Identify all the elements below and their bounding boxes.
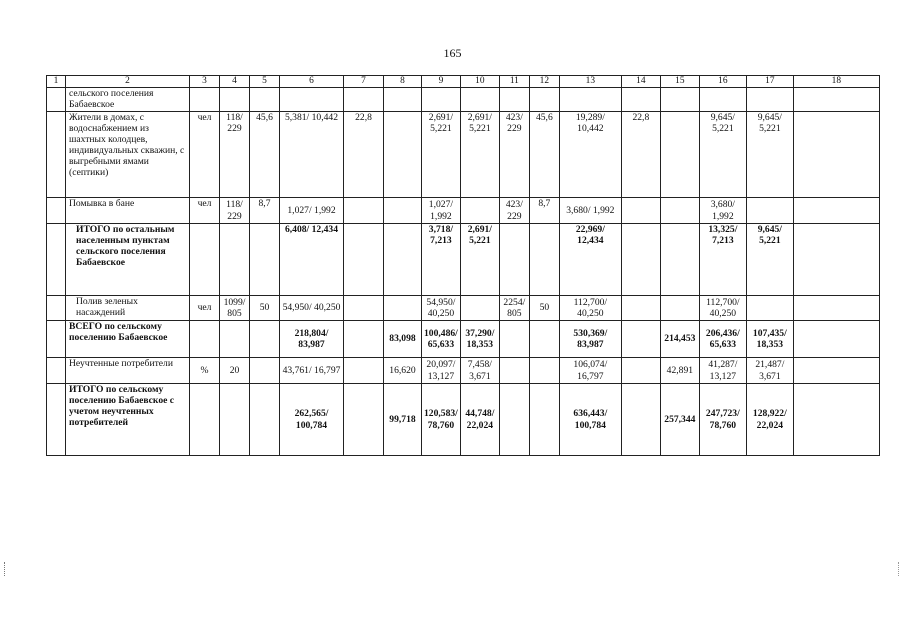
row-label: Полив зеленых насаждений <box>66 296 190 321</box>
data-table <box>46 75 880 456</box>
table-cell: 19,289/ 10,442 <box>559 112 621 198</box>
table-cell: 6,408/ 12,434 <box>280 224 344 296</box>
unit-cell: % <box>190 358 220 384</box>
table-cell: 45,6 <box>250 112 280 198</box>
table-cell: 1,027/ 1,992 <box>422 198 461 224</box>
table-cell: 22,969/ 12,434 <box>559 224 621 296</box>
column-number: 12 <box>529 76 559 88</box>
table-cell: 3,680/ 1,992 <box>559 198 621 224</box>
table-cell: 99,718 <box>384 384 422 456</box>
scan-edge-mark <box>4 562 8 576</box>
table-cell: 214,453 <box>660 321 699 358</box>
table-cell: 2,691/ 5,221 <box>460 112 499 198</box>
row-label: Неучтенные потребители <box>66 358 190 384</box>
row-label: ИТОГО по остальным населенным пунктам сельского поселения Бабаевское <box>66 224 190 296</box>
table-cell: 5,381/ 10,442 <box>280 112 344 198</box>
table-cell: 106,074/ 16,797 <box>559 358 621 384</box>
table-cell: 118/ 229 <box>220 198 250 224</box>
table-cell: 107,435/ 18,353 <box>746 321 793 358</box>
row-label: Жители в домах, с водоснабжением из шахтных колодцев, индивидуальных скважин, с выгребными ямами (септики) <box>66 112 190 198</box>
table-cell: 2,691/ 5,221 <box>460 224 499 296</box>
table-row <box>47 198 880 224</box>
table-cell: 206,436/ 65,633 <box>699 321 746 358</box>
column-number: 4 <box>220 76 250 88</box>
table-row <box>47 296 880 321</box>
row-label: Помывка в бане <box>66 198 190 224</box>
column-number: 18 <box>793 76 879 88</box>
table-cell: 128,922/ 22,024 <box>746 384 793 456</box>
column-number: 8 <box>384 76 422 88</box>
column-number: 5 <box>250 76 280 88</box>
unit-cell: чел <box>190 296 220 321</box>
table-cell: 22,8 <box>621 112 660 198</box>
table-cell: 54,950/ 40,250 <box>280 296 344 321</box>
table-cell: 37,290/ 18,353 <box>460 321 499 358</box>
column-number: 16 <box>699 76 746 88</box>
unit-cell: чел <box>190 198 220 224</box>
table-cell: 530,369/ 83,987 <box>559 321 621 358</box>
table-cell: 43,761/ 16,797 <box>280 358 344 384</box>
table-cell: 20 <box>220 358 250 384</box>
column-number: 17 <box>746 76 793 88</box>
table-cell: 8,7 <box>250 198 280 224</box>
table-cell: 3,680/ 1,992 <box>699 198 746 224</box>
table-cell: 41,287/ 13,127 <box>699 358 746 384</box>
table-cell: 3,718/ 7,213 <box>422 224 461 296</box>
table-cell: 1,027/ 1,992 <box>280 198 344 224</box>
row-label: ВСЕГО по сельскому поселению Бабаевское <box>66 321 190 358</box>
table-row <box>47 321 880 358</box>
column-number: 9 <box>422 76 461 88</box>
table-cell: 1099/ 805 <box>220 296 250 321</box>
table-cell: 423/ 229 <box>499 112 529 198</box>
row-label: ИТОГО по сельскому поселению Бабаевское с учетом неучтенных потребителей <box>66 384 190 456</box>
column-number: 11 <box>499 76 529 88</box>
unit-cell: чел <box>190 112 220 198</box>
table-cell: 636,443/ 100,784 <box>559 384 621 456</box>
table-cell: 45,6 <box>529 112 559 198</box>
column-number: 6 <box>280 76 344 88</box>
table-cell: 9,645/ 5,221 <box>699 112 746 198</box>
table-cell: 257,344 <box>660 384 699 456</box>
column-number-row <box>47 76 880 88</box>
column-number: 15 <box>660 76 699 88</box>
table-row <box>47 358 880 384</box>
table-cell: 54,950/ 40,250 <box>422 296 461 321</box>
table-cell: 218,804/ 83,987 <box>280 321 344 358</box>
table-cell: 247,723/ 78,760 <box>699 384 746 456</box>
table-cell: 8,7 <box>529 198 559 224</box>
table-cell: 2,691/ 5,221 <box>422 112 461 198</box>
column-number: 10 <box>460 76 499 88</box>
table-cell: 423/ 229 <box>499 198 529 224</box>
column-number: 3 <box>190 76 220 88</box>
table-cell: 100,486/ 65,633 <box>422 321 461 358</box>
table-cell: 9,645/ 5,221 <box>746 112 793 198</box>
table-cell: 7,458/ 3,671 <box>460 358 499 384</box>
table-cell: 9,645/ 5,221 <box>746 224 793 296</box>
table-cell: 16,620 <box>384 358 422 384</box>
row-label: сельского поселения Бабаевское <box>66 88 190 112</box>
table-cell: 20,097/ 13,127 <box>422 358 461 384</box>
table-row <box>47 88 880 112</box>
table-cell: 50 <box>250 296 280 321</box>
table-cell: 22,8 <box>344 112 384 198</box>
column-number: 13 <box>559 76 621 88</box>
table-cell: 2254/ 805 <box>499 296 529 321</box>
column-number: 1 <box>47 76 66 88</box>
table-cell: 21,487/ 3,671 <box>746 358 793 384</box>
table-cell: 50 <box>529 296 559 321</box>
column-number: 14 <box>621 76 660 88</box>
table-cell: 112,700/ 40,250 <box>699 296 746 321</box>
table-cell: 42,891 <box>660 358 699 384</box>
page-number: 165 <box>443 46 462 60</box>
table-cell: 262,565/ 100,784 <box>280 384 344 456</box>
column-number: 7 <box>344 76 384 88</box>
table-row <box>47 384 880 456</box>
table-cell: 44,748/ 22,024 <box>460 384 499 456</box>
table-row <box>47 112 880 198</box>
table-row <box>47 224 880 296</box>
table-cell: 120,583/ 78,760 <box>422 384 461 456</box>
table-cell: 112,700/ 40,250 <box>559 296 621 321</box>
scan-edge-mark <box>898 562 902 576</box>
table-cell: 13,325/ 7,213 <box>699 224 746 296</box>
table-cell: 118/ 229 <box>220 112 250 198</box>
column-number: 2 <box>66 76 190 88</box>
table-cell: 83,098 <box>384 321 422 358</box>
